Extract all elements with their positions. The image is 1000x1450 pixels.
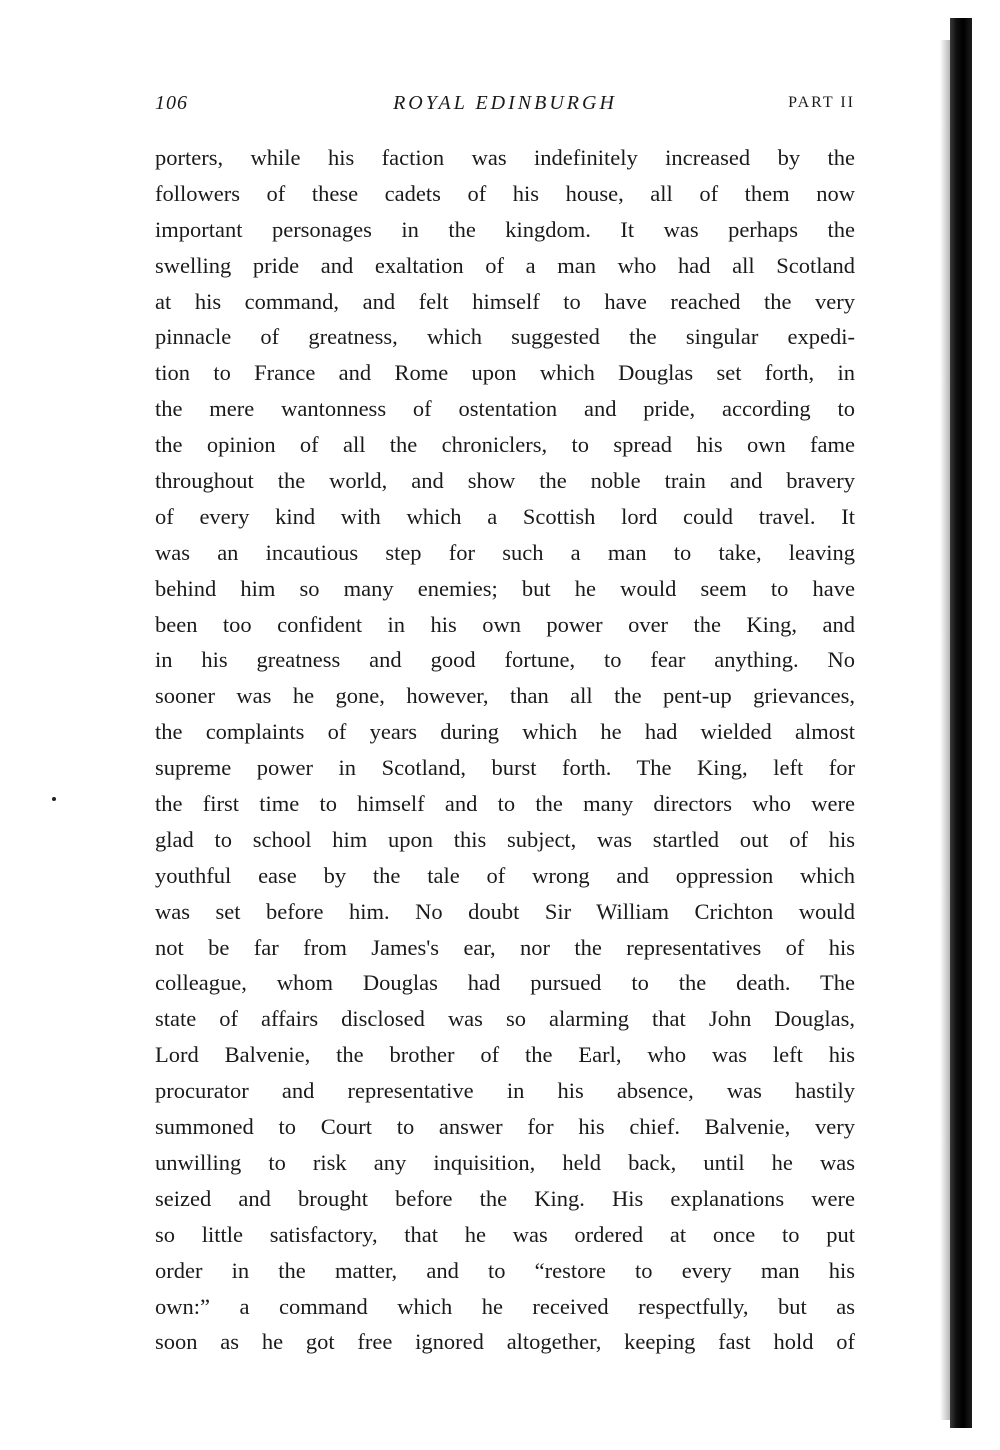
text-line bbox=[155, 248, 855, 284]
text-line-content: youthful ease by the tale of wrong and oppression which bbox=[155, 862, 855, 888]
text-line bbox=[155, 1073, 855, 1109]
text-line-content: so little satisfactory, that he was ordered at once to put bbox=[155, 1221, 855, 1247]
text-line bbox=[155, 176, 855, 212]
text-line-content: glad to school him upon this subject, was startled out of his bbox=[155, 826, 855, 852]
text-line bbox=[155, 858, 855, 894]
text-line bbox=[155, 355, 855, 391]
text-line bbox=[155, 319, 855, 355]
text-line bbox=[155, 750, 855, 786]
text-line-content: own:” a command which he received respectfully, but as bbox=[155, 1293, 855, 1319]
text-line bbox=[155, 930, 855, 966]
book-title: ROYAL EDINBURGH bbox=[393, 92, 617, 114]
text-line-content: the mere wantonness of ostentation and pride, according to bbox=[155, 396, 855, 422]
text-line-content: in his greatness and good fortune, to fear anything. No bbox=[155, 647, 855, 673]
text-line bbox=[155, 427, 855, 463]
text-line bbox=[155, 786, 855, 822]
text-line bbox=[155, 1289, 855, 1325]
text-line-content: followers of these cadets of his house, all of them now bbox=[155, 180, 855, 206]
text-line bbox=[155, 822, 855, 858]
text-line bbox=[155, 463, 855, 499]
text-line bbox=[155, 1145, 855, 1181]
text-line-content: sooner was he gone, however, than all the pent-up grievances, bbox=[155, 683, 855, 709]
text-line bbox=[155, 714, 855, 750]
text-line bbox=[155, 965, 855, 1001]
text-line bbox=[155, 499, 855, 535]
text-line-content: procurator and representative in his absence, was hastily bbox=[155, 1078, 855, 1104]
text-line-content: colleague, whom Douglas had pursued to the death. The bbox=[155, 970, 855, 996]
ink-speck bbox=[52, 797, 56, 801]
text-line bbox=[155, 284, 855, 320]
text-line bbox=[155, 1324, 855, 1360]
text-line-content: was an incautious step for such a man to take, leaving bbox=[155, 539, 855, 565]
page-number: 106 bbox=[155, 92, 188, 114]
text-line bbox=[155, 607, 855, 643]
text-line-content: pinnacle of greatness, which suggested the singular expedi- bbox=[155, 324, 855, 350]
running-head bbox=[155, 86, 855, 120]
text-line-content: summoned to Court to answer for his chief. Balvenie, very bbox=[155, 1114, 855, 1140]
text-line-content: tion to France and Rome upon which Douglas set forth, in bbox=[155, 360, 855, 386]
text-line-content: the opinion of all the chroniclers, to spread his own fame bbox=[155, 432, 855, 458]
text-line bbox=[155, 642, 855, 678]
text-line-content: porters, while his faction was indefinitely increased by the bbox=[155, 145, 855, 170]
text-line-content: unwilling to risk any inquisition, held back, until he was bbox=[155, 1149, 855, 1175]
text-line-content: soon as he got free ignored altogether, keeping fast hold of bbox=[155, 1329, 855, 1355]
text-line bbox=[155, 1109, 855, 1145]
text-line-content: been too confident in his own power over the King, and bbox=[155, 611, 855, 637]
text-line bbox=[155, 1001, 855, 1037]
text-line-content: throughout the world, and show the noble train and bravery bbox=[155, 468, 855, 494]
text-line-content: swelling pride and exaltation of a man who had all Scotland bbox=[155, 252, 855, 278]
text-line-content: behind him so many enemies; but he would seem to have bbox=[155, 575, 855, 601]
text-line-content: state of affairs disclosed was so alarming that John Douglas, bbox=[155, 1006, 855, 1032]
text-line-content: important personages in the kingdom. It was perhaps the bbox=[155, 216, 855, 242]
text-line-content: order in the matter, and to “restore to every man his bbox=[155, 1257, 855, 1283]
text-line bbox=[155, 1037, 855, 1073]
text-line bbox=[155, 571, 855, 607]
text-line-content: the first time to himself and to the many directors who were bbox=[155, 791, 855, 817]
text-line bbox=[155, 140, 855, 176]
part-label: PART II bbox=[788, 94, 855, 111]
text-line bbox=[155, 212, 855, 248]
text-line-content: supreme power in Scotland, burst forth. The King, left for bbox=[155, 755, 855, 781]
text-line bbox=[155, 894, 855, 930]
body-text bbox=[155, 140, 855, 1360]
text-line bbox=[155, 391, 855, 427]
text-line-content: the complaints of years during which he had wielded almost bbox=[155, 719, 855, 745]
text-line-content: Lord Balvenie, the brother of the Earl, who was left his bbox=[155, 1042, 855, 1068]
text-line-content: at his command, and felt himself to have reached the very bbox=[155, 288, 855, 314]
text-line bbox=[155, 678, 855, 714]
text-line bbox=[155, 1217, 855, 1253]
text-line bbox=[155, 1253, 855, 1289]
text-line-content: not be far from James's ear, nor the representatives of his bbox=[155, 934, 855, 960]
text-line-content: of every kind with which a Scottish lord could travel. It bbox=[155, 503, 855, 529]
page-edge-shadow bbox=[950, 18, 972, 1428]
text-line-content: was set before him. No doubt Sir William Crichton would bbox=[155, 898, 855, 924]
text-line bbox=[155, 535, 855, 571]
text-line-content: seized and brought before the King. His explanations were bbox=[155, 1185, 855, 1211]
text-line bbox=[155, 1181, 855, 1217]
